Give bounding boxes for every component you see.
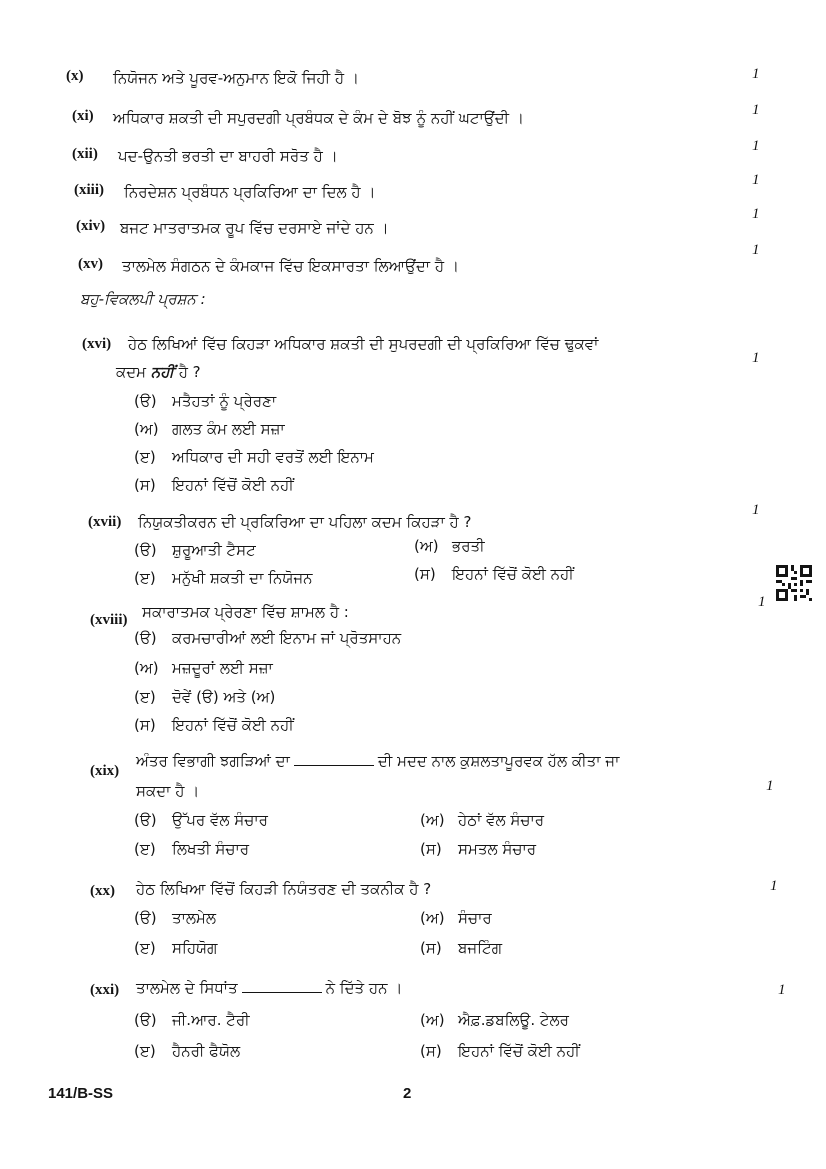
option-label: (ੲ) xyxy=(134,840,156,858)
text-part: ਕਦਮ xyxy=(116,363,147,381)
marks: 1 xyxy=(766,778,774,794)
option-label: (ੳ) xyxy=(134,629,157,647)
question-number: (xiii) xyxy=(74,182,104,198)
question-xi xyxy=(0,104,826,134)
text-part: ਨੇ ਦਿੱਤੇ ਹਨ । xyxy=(325,979,403,997)
option-label: (ਸ) xyxy=(414,565,436,583)
option-text: ਇਹਨਾਂ ਵਿੱਚੋਂ ਕੋਈ ਨਹੀਂ xyxy=(172,476,294,494)
question-text-line2 xyxy=(116,358,201,386)
option-text: ਜੀ.ਆਰ. ਟੈਰੀ xyxy=(172,1011,250,1029)
question-xiv xyxy=(0,206,826,244)
option-d xyxy=(134,711,294,739)
marks: 1 xyxy=(752,206,760,222)
option-c xyxy=(134,564,313,592)
option-label: (ਸ) xyxy=(420,939,442,957)
question-number: (xix) xyxy=(90,763,120,779)
question-xii xyxy=(0,138,826,172)
option-label: (ੳ) xyxy=(134,1011,157,1029)
question-text: ਨਿਯੋਜਨ ਅਤੇ ਪੂਰਵ-ਅਨੁਮਾਨ ਇਕੋ ਜਿਹੀ ਹੈ । xyxy=(113,69,360,87)
question-number: (xi) xyxy=(72,108,94,124)
option-text: ਮਜ਼ਦੂਰਾਂ ਲਈ ਸਜ਼ਾ xyxy=(172,659,273,677)
option-a xyxy=(134,806,268,834)
option-c xyxy=(134,934,217,962)
option-d xyxy=(134,471,294,499)
option-label: (ਅ) xyxy=(134,659,159,677)
option-label: (ੲ) xyxy=(134,448,156,466)
option-text: ਐਫ਼.ਡਬਲਿਊ. ਟੇਲਰ xyxy=(458,1011,569,1029)
question-text: ਤਾਲਮੇਲ ਸੰਗਠਨ ਦੇ ਕੰਮਕਾਜ ਵਿੱਚ ਇਕਸਾਰਤਾ ਲਿਆਉਂਦਾ ਹੈ । xyxy=(122,257,459,275)
option-a xyxy=(134,387,276,415)
option-label: (ਸ) xyxy=(134,476,156,494)
option-text: ਅਧਿਕਾਰ ਦੀ ਸਹੀ ਵਰਤੋਂ ਲਈ ਇਨਾਮ xyxy=(172,448,374,466)
option-label: (ੲ) xyxy=(134,688,156,706)
option-a xyxy=(134,1006,250,1034)
option-d xyxy=(420,934,502,962)
question-text: ਅਧਿਕਾਰ ਸ਼ਕਤੀ ਦੀ ਸਪੁਰਦਗੀ ਪ੍ਰਬੰਧਕ ਦੇ ਕੰਮ ਦੇ ਬੋਝ ਨੂੰ ਨਹੀਂ ਘਟਾਉਂਦੀ । xyxy=(113,109,524,127)
question-text: ਹੇਠ ਲਿਖਿਆ ਵਿੱਚੋਂ ਕਿਹੜੀ ਨਿਯੰਤਰਣ ਦੀ ਤਕਨੀਕ ਹੈ ? xyxy=(136,880,432,898)
question-number: (xx) xyxy=(90,883,115,899)
marks: 1 xyxy=(752,66,760,82)
text-part: ਅੰਤਰ ਵਿਭਾਗੀ ਝਗੜਿਆਂ ਦਾ xyxy=(136,752,290,770)
question-text xyxy=(136,974,402,1002)
option-b xyxy=(414,532,485,560)
question-number: (xvi) xyxy=(82,336,112,352)
question-number: (xv) xyxy=(78,256,103,272)
question-xiii xyxy=(0,172,826,208)
option-a xyxy=(134,624,401,652)
option-label: (ਸ) xyxy=(420,840,442,858)
marks: 1 xyxy=(752,102,760,118)
marks: 1 xyxy=(752,138,760,154)
option-text: ਦੋਵੇਂ (ੳ) ਅਤੇ (ਅ) xyxy=(172,688,276,706)
question-text-line2: ਸਕਦਾ ਹੈ । xyxy=(136,782,200,800)
option-label: (ੲ) xyxy=(134,1042,156,1060)
option-c xyxy=(134,1037,240,1065)
option-text: ਕਰਮਚਾਰੀਆਂ ਲਈ ਇਨਾਮ ਜਾਂ ਪ੍ਰੋਤਸਾਹਨ xyxy=(172,629,402,647)
text-part: ਤਾਲਮੇਲ ਦੇ ਸਿਧਾਂਤ xyxy=(136,979,238,997)
option-label: (ੳ) xyxy=(134,541,157,559)
option-label: (ਸ) xyxy=(134,716,156,734)
option-text: ਸਹਿਯੋਗ xyxy=(172,939,218,957)
option-d xyxy=(420,1037,580,1065)
option-a xyxy=(134,536,256,564)
option-b xyxy=(134,654,273,682)
marks: 1 xyxy=(758,594,766,610)
option-text: ਗਲਤ ਕੰਮ ਲਈ ਸਜ਼ਾ xyxy=(172,420,285,438)
question-text: ਸਕਾਰਾਤਮਕ ਪ੍ਰੇਰਣਾ ਵਿੱਚ ਸ਼ਾਮਲ ਹੈ : xyxy=(142,603,349,621)
option-text: ਇਹਨਾਂ ਵਿੱਚੋਂ ਕੋਈ ਨਹੀਂ xyxy=(452,565,574,583)
option-text: ਲਿਖਤੀ ਸੰਚਾਰ xyxy=(172,840,250,858)
question-number: (xiv) xyxy=(76,218,106,234)
option-c xyxy=(134,443,374,471)
question-number: (x) xyxy=(66,68,84,84)
option-c xyxy=(134,683,275,711)
fill-blank xyxy=(242,978,322,993)
option-label: (ਸ) xyxy=(420,1042,442,1060)
option-label: (ਅ) xyxy=(420,1011,445,1029)
option-label: (ੳ) xyxy=(134,392,157,410)
question-text: ਬਜਟ ਮਾਤਰਾਤਮਕ ਰੂਪ ਵਿੱਚ ਦਰਸਾਏ ਜਾਂਦੇ ਹਨ । xyxy=(120,219,389,237)
option-text: ਬਜਟਿੰਗ xyxy=(458,939,503,957)
option-label: (ਅ) xyxy=(420,909,445,927)
marks: 1 xyxy=(752,172,760,188)
text-part: ਹੈ ? xyxy=(178,363,201,381)
option-b xyxy=(134,415,285,443)
option-text: ਭਰਤੀ xyxy=(452,537,485,555)
question-text: ਪਦ-ਉਨਤੀ ਭਰਤੀ ਦਾ ਬਾਹਰੀ ਸਰੋਤ ਹੈ । xyxy=(118,147,338,165)
question-text-line1: ਹੇਠ ਲਿਖਿਆਂ ਵਿੱਚ ਕਿਹੜਾ ਅਧਿਕਾਰ ਸ਼ਕਤੀ ਦੀ ਸੁਪਰਦਗੀ ਦੀ ਪ੍ਰਕਿਰਿਆ ਵਿੱਚ ਢੁਕਵਾਂ xyxy=(128,335,599,353)
question-number: (xviii) xyxy=(90,612,128,628)
option-c xyxy=(134,835,249,863)
option-text: ਤਾਲਮੇਲ xyxy=(172,909,217,927)
text-part: ਦੀ ਮਦਦ ਨਾਲ ਕੁਸ਼ਲਤਾਪੂਰਵਕ ਹੱਲ ਕੀਤਾ ਜਾ xyxy=(377,752,620,770)
option-text: ਇਹਨਾਂ ਵਿੱਚੋਂ ਕੋਈ ਨਹੀਂ xyxy=(458,1042,580,1060)
option-label: (ੲ) xyxy=(134,569,156,587)
option-d xyxy=(414,560,574,588)
option-label: (ੲ) xyxy=(134,939,156,957)
option-b xyxy=(420,806,544,834)
option-text: ਸ਼ੁਰੂਆਤੀ ਟੈਸਟ xyxy=(172,541,256,559)
option-label: (ਅ) xyxy=(414,537,439,555)
section-heading: ਬਹੁ-ਵਿਕਲਪੀ ਪ੍ਰਸ਼ਨ : xyxy=(80,290,206,308)
option-a xyxy=(134,904,216,932)
question-number: (xii) xyxy=(72,146,98,162)
option-text: ਹੈਨਰੀ ਫੈਯੋਲ xyxy=(172,1042,241,1060)
option-text: ਸਮਤਲ ਸੰਚਾਰ xyxy=(458,840,537,858)
marks: 1 xyxy=(778,982,786,998)
marks: 1 xyxy=(752,350,760,366)
option-text: ਮਨੁੱਖੀ ਸ਼ਕਤੀ ਦਾ ਨਿਯੋਜਨ xyxy=(172,569,313,587)
question-text: ਨਿਯੁਕਤੀਕਰਨ ਦੀ ਪ੍ਰਕਿਰਿਆ ਦਾ ਪਹਿਲਾ ਕਦਮ ਕਿਹੜਾ ਹੈ ? xyxy=(138,513,472,531)
marks: 1 xyxy=(770,878,778,894)
option-label: (ੳ) xyxy=(134,811,157,829)
marks: 1 xyxy=(752,502,760,518)
paper-code: 141/B-SS xyxy=(48,1085,114,1102)
page-number: 2 xyxy=(403,1085,412,1102)
option-label: (ੳ) xyxy=(134,909,157,927)
option-text: ਉੱਪਰ ਵੱਲ ਸੰਚਾਰ xyxy=(172,811,268,829)
emphasis-text: ਨਹੀਂ xyxy=(150,363,174,381)
question-number: (xxi) xyxy=(90,982,120,998)
option-b xyxy=(420,904,492,932)
question-x xyxy=(0,64,826,94)
marks: 1 xyxy=(752,242,760,258)
option-text: ਹੇਠਾਂ ਵੱਲ ਸੰਚਾਰ xyxy=(458,811,545,829)
qr-code-icon xyxy=(776,565,812,601)
option-text: ਸੰਚਾਰ xyxy=(458,909,492,927)
option-text: ਮਤੈਹਤਾਂ ਨੂੰ ਪ੍ਰੇਰਣਾ xyxy=(172,392,277,410)
question-number: (xvii) xyxy=(88,514,122,530)
question-text-line1 xyxy=(136,747,619,775)
question-xv xyxy=(0,242,826,282)
option-label: (ਅ) xyxy=(420,811,445,829)
question-text: ਨਿਰਦੇਸ਼ਨ ਪ੍ਰਬੰਧਨ ਪ੍ਰਕਿਰਿਆ ਦਾ ਦਿਲ ਹੈ । xyxy=(124,183,376,201)
option-d xyxy=(420,835,536,863)
option-b xyxy=(420,1006,569,1034)
fill-blank xyxy=(294,751,374,766)
option-label: (ਅ) xyxy=(134,420,159,438)
option-text: ਇਹਨਾਂ ਵਿੱਚੋਂ ਕੋਈ ਨਹੀਂ xyxy=(172,716,294,734)
